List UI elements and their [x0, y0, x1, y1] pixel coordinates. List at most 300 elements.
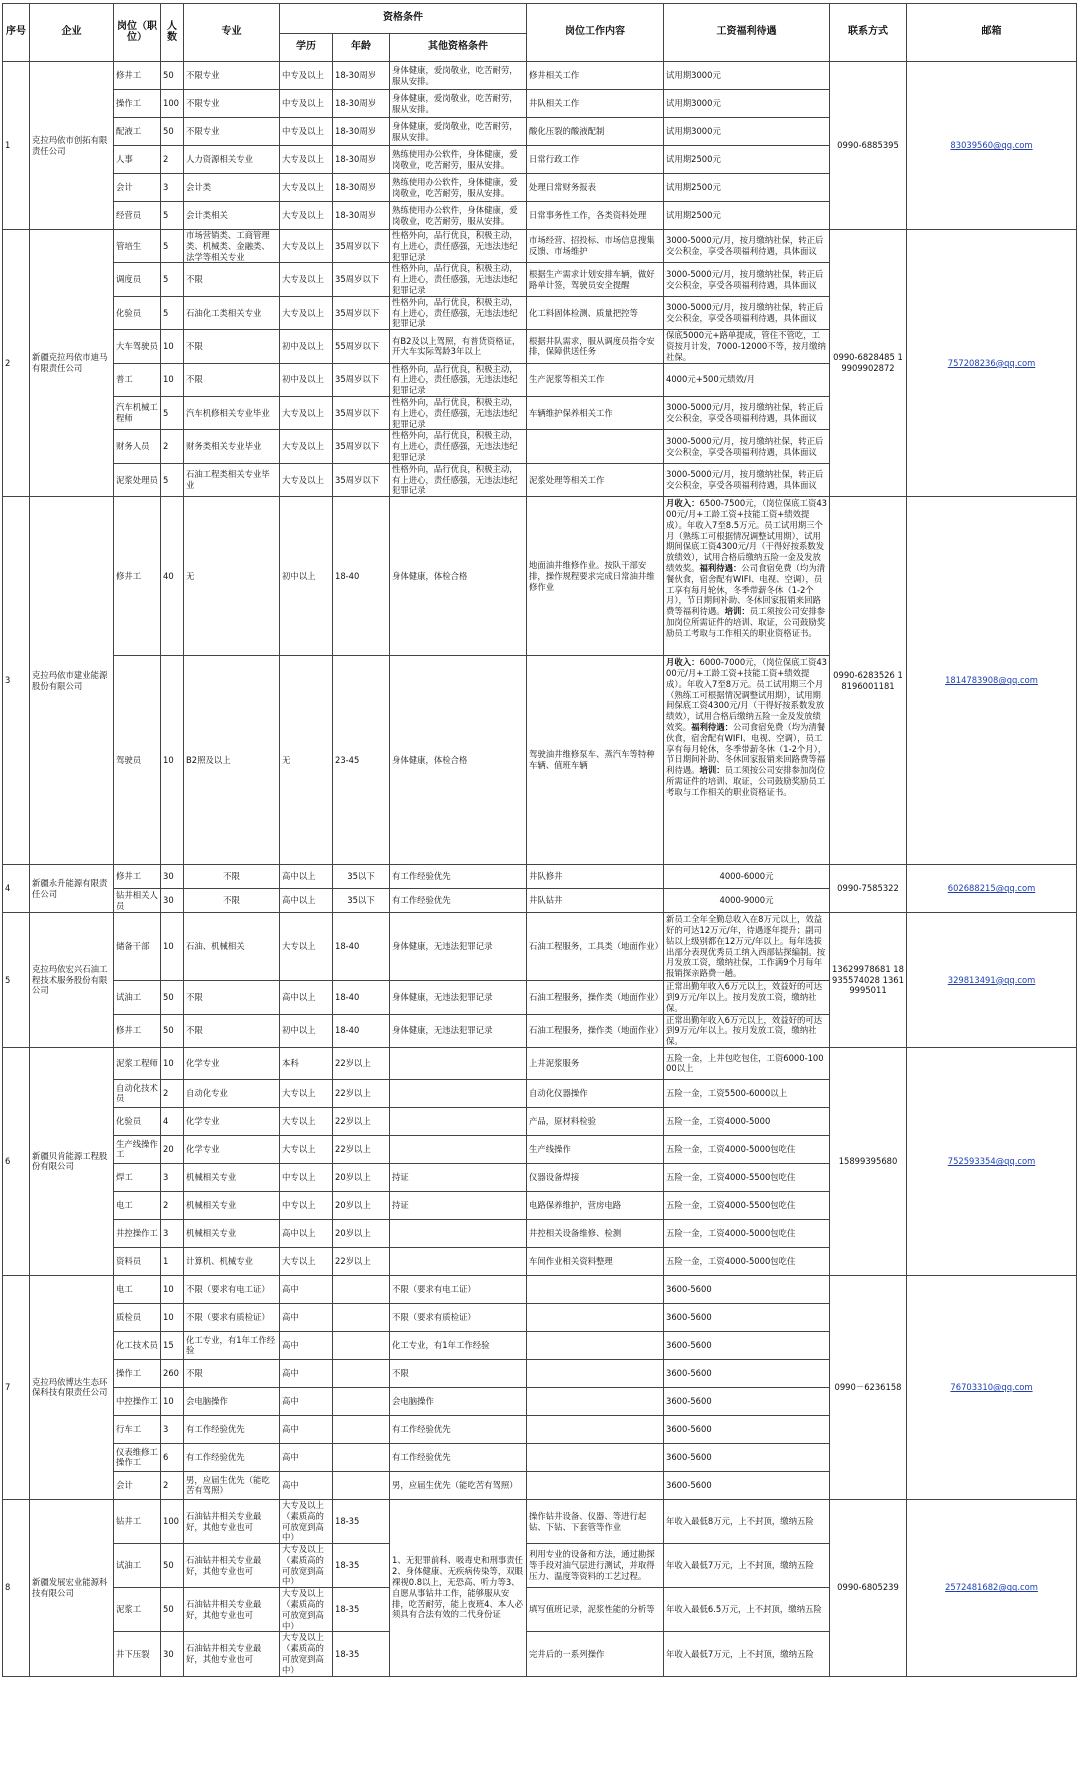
- position-name: 修井工: [114, 865, 161, 889]
- education: 高中: [280, 1415, 333, 1443]
- header-contact: 联系方式: [830, 4, 907, 62]
- headcount: 2: [161, 430, 184, 463]
- job-duty: 酸化压裂的酸液配制: [527, 118, 664, 146]
- education: 高中: [280, 1471, 333, 1499]
- position-name: 化工技术员: [114, 1331, 161, 1359]
- education: 高中以上: [280, 1219, 333, 1247]
- salary-benefits: 3000-5000元/月，按月缴纳社保，转正后交公积金，享受各项福利待遇，具体面议: [664, 463, 830, 496]
- education: 大专及以上: [280, 263, 333, 296]
- age: 18-30周岁: [333, 174, 390, 202]
- salary-benefits: 五险一金，工资4000-5000包吃住: [664, 1135, 830, 1163]
- major: 石油钻井相关专业最好，其他专业也可: [184, 1632, 280, 1676]
- age: 18-30周岁: [333, 202, 390, 230]
- position-name: 井控操作工: [114, 1219, 161, 1247]
- job-duty: 泥浆处理等相关工作: [527, 463, 664, 496]
- other-requirements: 性格外向，品行优良，积极主动，有上进心，责任感强，无违法违纪犯罪记录: [390, 296, 527, 329]
- other-requirements: 持证: [390, 1191, 527, 1219]
- headcount: 5: [161, 230, 184, 263]
- other-requirements: 不限（要求有电工证）: [390, 1275, 527, 1303]
- row-number: 5: [3, 913, 30, 1048]
- headcount: 50: [161, 118, 184, 146]
- job-duty: 仪器设备焊接: [527, 1163, 664, 1191]
- position-name: 会计: [114, 174, 161, 202]
- other-requirements: [390, 1047, 527, 1079]
- age: 18-30周岁: [333, 146, 390, 174]
- contact-phone: 0990-6885395: [830, 62, 907, 230]
- position-name: 大车驾驶员: [114, 330, 161, 363]
- age: [333, 1331, 390, 1359]
- other-requirements: 身体健康，体检合格: [390, 497, 527, 656]
- major: 石油钻井相关专业最好，其他专业也可: [184, 1499, 280, 1543]
- age: 35周岁以下: [333, 430, 390, 463]
- salary-benefits: 五险一金，工资4000-5000包吃住: [664, 1247, 830, 1275]
- salary-benefits: 五险一金，工资4000-5500包吃住: [664, 1163, 830, 1191]
- job-duty: [527, 1387, 664, 1415]
- job-duty: 产品，原材料检验: [527, 1107, 664, 1135]
- age: 18-35: [333, 1632, 390, 1676]
- headcount: 10: [161, 1303, 184, 1331]
- education: 高中: [280, 1359, 333, 1387]
- position-name: 泥浆工程师: [114, 1047, 161, 1079]
- row-number: 6: [3, 1047, 30, 1275]
- header-age: 年龄: [333, 34, 390, 62]
- other-requirements: 会电脑操作: [390, 1387, 527, 1415]
- major: 不限专业: [184, 118, 280, 146]
- education: 大专以上: [280, 1079, 333, 1107]
- salary-text: 员工须按公司安排参加岗位所需证件的培训、取证，公司鼓励奖励员工考取与工作相关的职业资格证书。: [666, 606, 826, 638]
- position-name: 储备干部: [114, 913, 161, 981]
- other-requirements: [390, 1107, 527, 1135]
- education: 大专及以上: [280, 174, 333, 202]
- header-qualification: 资格条件: [280, 4, 527, 34]
- salary-benefits: 3600-5600: [664, 1471, 830, 1499]
- other-requirements: 有B2及以上驾照，有普货资格证，开大车实际驾龄3年以上: [390, 330, 527, 363]
- education: 初中及以上: [280, 363, 333, 396]
- salary-heading: 月收入：: [666, 657, 700, 668]
- headcount: 10: [161, 656, 184, 865]
- email-link[interactable]: 1814783908@qq.com: [907, 497, 1077, 865]
- salary-benefits: 年收入最低8万元，上不封顶，缴纳五险: [664, 1499, 830, 1543]
- salary-benefits: 4000-6000元: [664, 865, 830, 889]
- education: 高中以上: [280, 889, 333, 913]
- headcount: 3: [161, 1163, 184, 1191]
- salary-benefits: 3600-5600: [664, 1331, 830, 1359]
- job-duty: [527, 430, 664, 463]
- row-number: 1: [3, 62, 30, 230]
- salary-benefits: 试用期2500元: [664, 174, 830, 202]
- headcount: 5: [161, 296, 184, 329]
- age: [333, 1387, 390, 1415]
- company-name: 新疆永升能源有限责任公司: [30, 865, 114, 913]
- job-duty: 修井相关工作: [527, 62, 664, 90]
- education: 高中: [280, 1387, 333, 1415]
- education: 大专及以上: [280, 230, 333, 263]
- education: 高中: [280, 1331, 333, 1359]
- headcount: 5: [161, 202, 184, 230]
- headcount: 10: [161, 330, 184, 363]
- age: 20岁以上: [333, 1163, 390, 1191]
- table-row: [3, 497, 1077, 656]
- major: 化工专业，有1年工作经验: [184, 1331, 280, 1359]
- position-name: 化验员: [114, 1107, 161, 1135]
- email-link[interactable]: 329813491@qq.com: [907, 913, 1077, 1048]
- company-name: 克拉玛依市创拓有限责任公司: [30, 62, 114, 230]
- age: 35周岁以下: [333, 263, 390, 296]
- other-requirements: 身体健康，爱岗敬业，吃苦耐劳，服从安排。: [390, 90, 527, 118]
- position-name: 操作工: [114, 90, 161, 118]
- header-education: 学历: [280, 34, 333, 62]
- headcount: 15: [161, 1331, 184, 1359]
- job-duty: 处理日常财务报表: [527, 174, 664, 202]
- headcount: 3: [161, 1415, 184, 1443]
- education: 大专及以上（素质高的可放宽到高中）: [280, 1499, 333, 1543]
- age: 22岁以上: [333, 1079, 390, 1107]
- table-body: [3, 62, 1077, 1677]
- education: 中专以上: [280, 1191, 333, 1219]
- position-name: 普工: [114, 363, 161, 396]
- age: 22岁以上: [333, 1047, 390, 1079]
- company-name: 克拉玛依博达生态环保科技有限责任公司: [30, 1275, 114, 1499]
- job-duty: 车间作业相关资料整理: [527, 1247, 664, 1275]
- other-requirements: 有工作经验优先: [390, 865, 527, 889]
- salary-benefits: 3000-5000元/月，按月缴纳社保，转正后交公积金，享受各项福利待遇，具体面议: [664, 263, 830, 296]
- other-requirements: [390, 1135, 527, 1163]
- age: 35周岁以下: [333, 296, 390, 329]
- job-duty: 井队相关工作: [527, 90, 664, 118]
- major: 化学专业: [184, 1107, 280, 1135]
- salary-benefits: 4000元+500元绩效/月: [664, 363, 830, 396]
- job-duty: 石油工程服务，操作类（地面作业）: [527, 981, 664, 1014]
- other-requirements: [390, 1219, 527, 1247]
- education: 大专及以上: [280, 463, 333, 496]
- other-requirements: 性格外向，品行优良，积极主动，有上进心，责任感强，无违法违纪犯罪记录: [390, 363, 527, 396]
- education: 大专以上: [280, 913, 333, 981]
- contact-phone: 15899395680: [830, 1047, 907, 1275]
- job-duty: 生产线操作: [527, 1135, 664, 1163]
- education: 大专及以上（素质高的可放宽到高中）: [280, 1588, 333, 1632]
- age: [333, 1303, 390, 1331]
- salary-benefits: 3000-5000元/月，按月缴纳社保，转正后交公积金，享受各项福利待遇，具体面议: [664, 296, 830, 329]
- other-requirements: 身体健康，爱岗敬业，吃苦耐劳，服从安排。: [390, 118, 527, 146]
- education: 大专以上: [280, 1135, 333, 1163]
- salary-heading: 福利待遇：: [691, 721, 733, 732]
- position-name: 焊工: [114, 1163, 161, 1191]
- salary-benefits: 试用期2500元: [664, 146, 830, 174]
- salary-benefits: 年收入最低7万元，上不封顶，缴纳五险: [664, 1632, 830, 1676]
- other-requirements: [390, 1247, 527, 1275]
- headcount: 10: [161, 1275, 184, 1303]
- job-duty: 日常事务性工作，各类资料处理: [527, 202, 664, 230]
- position-name: 经营员: [114, 202, 161, 230]
- position-name: 会计: [114, 1471, 161, 1499]
- major: 汽车机修相关专业毕业: [184, 396, 280, 429]
- education: 初中以上: [280, 1014, 333, 1047]
- headcount: 100: [161, 1499, 184, 1543]
- position-name: 仪表维修工操作工: [114, 1443, 161, 1471]
- education: 高中: [280, 1275, 333, 1303]
- position-name: 化验员: [114, 296, 161, 329]
- other-requirements: 身体健康，爱岗敬业，吃苦耐劳，服从安排。: [390, 62, 527, 90]
- headcount: 5: [161, 396, 184, 429]
- age: 18-40: [333, 913, 390, 981]
- other-requirements: 化工专业，有1年工作经验: [390, 1331, 527, 1359]
- salary-benefits: 五险一金，工资4000-5500包吃住: [664, 1191, 830, 1219]
- headcount: 100: [161, 90, 184, 118]
- other-requirements: 性格外向，品行优良，积极主动，有上进心，责任感强，无违法违纪犯罪记录: [390, 463, 527, 496]
- major: 不限（要求有质检证）: [184, 1303, 280, 1331]
- age: [333, 1415, 390, 1443]
- row-number: 8: [3, 1499, 30, 1676]
- major: 人力资源相关专业: [184, 146, 280, 174]
- headcount: 50: [161, 1588, 184, 1632]
- company-name: 克拉玛依宏兴石油工程技术服务股份有限公司: [30, 913, 114, 1048]
- job-duty: 化工料固体检测、质量把控等: [527, 296, 664, 329]
- major: 自动化专业: [184, 1079, 280, 1107]
- position-name: 中控操作工: [114, 1387, 161, 1415]
- salary-benefits: 五险一金，工资4000-5000: [664, 1107, 830, 1135]
- major: 不限: [184, 363, 280, 396]
- major: 不限: [184, 1359, 280, 1387]
- table-row: [3, 62, 1077, 90]
- position-name: 驾驶员: [114, 656, 161, 865]
- salary-text: 公司食宿免费（均为清餐伙食，宿舍配有WIFI、电视、空调），员工享有每月轮休，冬季带薪冬休（1-2个月），节日期间补助、冬休回家报销来回路费等福利待遇。: [666, 562, 826, 617]
- other-requirements: 性格外向，品行优良，积极主动，有上进心，责任感强，无违法违纪犯罪记录: [390, 263, 527, 296]
- other-requirements: 身体健康，无违法犯罪记录: [390, 913, 527, 981]
- headcount: 5: [161, 263, 184, 296]
- education: 大专以上: [280, 1247, 333, 1275]
- salary-benefits: 3600-5600: [664, 1275, 830, 1303]
- major: 市场营销类、工商管理类、机械类、金融类、法学等相关专业: [184, 230, 280, 263]
- age: 55周岁以下: [333, 330, 390, 363]
- headcount: 3: [161, 1219, 184, 1247]
- contact-phone: 0990-7585322: [830, 865, 907, 913]
- headcount: 10: [161, 363, 184, 396]
- salary-benefits: 3600-5600: [664, 1443, 830, 1471]
- salary-text: 公司食宿免费（均为清餐伙食，宿舍配有WIFI、电视、空调），员工享有每月轮休，冬季带薪冬休（1-2个月），节日期间补助、冬休回家报销来回路费等福利待遇。: [666, 721, 827, 776]
- email-link[interactable]: 752593354@qq.com: [907, 1047, 1077, 1275]
- job-duty: 上井泥浆服务: [527, 1047, 664, 1079]
- job-duty: 日常行政工作: [527, 146, 664, 174]
- other-requirements: 有工作经验优先: [390, 1443, 527, 1471]
- company-name: 新疆贝肯能源工程股份有限公司: [30, 1047, 114, 1275]
- other-requirements: 持证: [390, 1163, 527, 1191]
- major: 不限: [184, 865, 280, 889]
- contact-phone: 13629978681 18935574028 13619995011: [830, 913, 907, 1048]
- age: 18-35: [333, 1544, 390, 1588]
- salary-text: 6000-7000元，（岗位保底工资4300元/月+工龄工资+技能工资+绩效提成）。年收入7至8万元。员工试用期三个月（熟练工可根据情况调整试用期），试用期间保底工资4300元/月（干得好按系数发放绩效），试用合格后缴纳五险一金及发放绩效奖。: [666, 657, 827, 732]
- age: [333, 1275, 390, 1303]
- row-number: 3: [3, 497, 30, 865]
- position-name: 财务人员: [114, 430, 161, 463]
- salary-text: 员工须按公司安排参加岗位所需证件的培训、取证，公司鼓励奖励员工考取与工作相关的职业资格证书。: [666, 765, 826, 797]
- position-name: 钻井相关人员: [114, 889, 161, 913]
- job-duty: 利用专业的设备和方法，通过勘探等手段对油气层进行测试，并取得压力、温度等资料的工艺过程。: [527, 1544, 664, 1588]
- other-requirements: 性格外向，品行优良，积极主动，有上进心，责任感强，无违法违纪犯罪记录: [390, 430, 527, 463]
- position-name: 行车工: [114, 1415, 161, 1443]
- salary-benefits: 五险一金，上井包吃包住，工资6000-10000以上: [664, 1047, 830, 1079]
- job-duty: 操作钻井设备、仪器、等进行起钻、下钻、下套管等作业: [527, 1499, 664, 1543]
- salary-benefits: 五险一金，工资5500-6000以上: [664, 1079, 830, 1107]
- position-name: 调度员: [114, 263, 161, 296]
- position-name: 试油工: [114, 1544, 161, 1588]
- headcount: 30: [161, 1632, 184, 1676]
- salary-benefits: 试用期3000元: [664, 90, 830, 118]
- salary-benefits: 3600-5600: [664, 1415, 830, 1443]
- job-duty: 井控相关设备维修、检测: [527, 1219, 664, 1247]
- headcount: 5: [161, 463, 184, 496]
- job-duty: 根据井队需求，服从调度员指令安排，保障供送任务: [527, 330, 664, 363]
- row-number: 7: [3, 1275, 30, 1499]
- salary-text: 6500-7500元，（岗位保底工资4300元/月+工龄工资+技能工资+绩效提成）。年收入7至8.5万元。员工试用期三个月（熟练工可根据情况调整试用期），试用期间保底工资4300元/月（干得好按系数发放绩效），试用合格后缴纳五险一金及发放绩效奖。: [666, 498, 827, 573]
- education: 中专及以上: [280, 90, 333, 118]
- major: 石油、机械相关: [184, 913, 280, 981]
- education: 高中以上: [280, 865, 333, 889]
- education: 大专及以上: [280, 430, 333, 463]
- header-duty: 岗位工作内容: [527, 4, 664, 62]
- salary-benefits: 五险一金，工资4000-5000包吃住: [664, 1219, 830, 1247]
- header-other: 其他资格条件: [390, 34, 527, 62]
- age: 18-40: [333, 497, 390, 656]
- salary-benefits: [664, 656, 830, 865]
- headcount: 260: [161, 1359, 184, 1387]
- age: 35周岁以下: [333, 363, 390, 396]
- header-position: 岗位（职位）: [114, 4, 161, 62]
- other-requirements: 熟练使用办公软件，身体健康，爱岗敬业，吃苦耐劳，服从安排。: [390, 146, 527, 174]
- table-row: [3, 1275, 1077, 1303]
- position-name: 质检员: [114, 1303, 161, 1331]
- header-major: 专业: [184, 4, 280, 62]
- major: 男，应届生优先（能吃苦有驾照）: [184, 1471, 280, 1499]
- headcount: 2: [161, 1471, 184, 1499]
- header-company: 企业: [30, 4, 114, 62]
- header-salary: 工资福利待遇: [664, 4, 830, 62]
- salary-benefits: 试用期3000元: [664, 62, 830, 90]
- age: 20岁以上: [333, 1219, 390, 1247]
- age: 22岁以上: [333, 1247, 390, 1275]
- table-row: [3, 865, 1077, 889]
- position-name: 生产线操作工: [114, 1135, 161, 1163]
- salary-benefits: 3000-5000元/月，按月缴纳社保，转正后交公积金，享受各项福利待遇，具体面议: [664, 396, 830, 429]
- major: 有工作经验优先: [184, 1415, 280, 1443]
- age: 18-35: [333, 1588, 390, 1632]
- position-name: 井下压裂: [114, 1632, 161, 1676]
- other-requirements: 身体健康，无违法犯罪记录: [390, 981, 527, 1014]
- other-requirements: 有工作经验优先: [390, 1415, 527, 1443]
- major: 不限: [184, 330, 280, 363]
- salary-benefits: [664, 497, 830, 656]
- salary-heading: 培训：: [699, 765, 725, 776]
- age: [333, 1471, 390, 1499]
- other-requirements: 不限（要求有质检证）: [390, 1303, 527, 1331]
- job-duty: 驾驶油井维修泵车、蒸汽车等特种车辆、值班车辆: [527, 656, 664, 865]
- major: 会计类相关: [184, 202, 280, 230]
- position-name: 修井工: [114, 1014, 161, 1047]
- email-link[interactable]: 757208236@qq.com: [907, 230, 1077, 497]
- other-requirements: 1、无犯罪前科、吸毒史和刑事责任2、身体健康、无疾病传染等，双眼裸视0.8以上，无恐高、听力等3、自愿从事钻井工作，能够服从安排，吃苦耐劳，能上夜班4、本人必须具有合法有效的二代身份证: [390, 1499, 527, 1676]
- salary-heading: 月收入：: [666, 498, 700, 509]
- education: 大专及以上: [280, 146, 333, 174]
- company-name: 克拉玛依市建业能源股份有限公司: [30, 497, 114, 865]
- headcount: 30: [161, 865, 184, 889]
- major: 计算机、机械专业: [184, 1247, 280, 1275]
- position-name: 泥浆处理员: [114, 463, 161, 496]
- other-requirements: 身体健康，体检合格: [390, 656, 527, 865]
- other-requirements: 性格外向，品行优良，积极主动，有上进心，责任感强，无违法违纪犯罪记录: [390, 230, 527, 263]
- education: 初中及以上: [280, 330, 333, 363]
- email-link[interactable]: 2572481682@qq.com: [907, 1499, 1077, 1676]
- education: 本科: [280, 1047, 333, 1079]
- major: 石油工程类相关专业毕业: [184, 463, 280, 496]
- age: 35以下: [333, 889, 390, 913]
- education: 高中以上: [280, 981, 333, 1014]
- age: 35周岁以下: [333, 463, 390, 496]
- age: [333, 1443, 390, 1471]
- job-duty: 电路保养维护，营房电路: [527, 1191, 664, 1219]
- education: 大专及以上: [280, 202, 333, 230]
- major: 不限: [184, 1014, 280, 1047]
- contact-phone: 0990－6236158: [830, 1275, 907, 1499]
- salary-benefits: 新员工全年全勤总收入在8万元以上，效益好的可达12万元/年，待遇逐年提升；副司钻以上级别都在12万元/年以上。每年选拔出部分表现优秀员工纳入西部钻探编制。按月发放工资，缴纳社保，工作满9个月每年报销探亲路费一趟。: [664, 913, 830, 981]
- salary-benefits: 3600-5600: [664, 1387, 830, 1415]
- table-row: [3, 1499, 1077, 1543]
- row-number: 4: [3, 865, 30, 913]
- age: 20岁以上: [333, 1191, 390, 1219]
- salary-benefits: 3000-5000元/月，按月缴纳社保，转正后交公积金，享受各项福利待遇，具体面议: [664, 430, 830, 463]
- headcount: 6: [161, 1443, 184, 1471]
- position-name: 试油工: [114, 981, 161, 1014]
- job-duty: 自动化仪器操作: [527, 1079, 664, 1107]
- age: 35周岁以下: [333, 230, 390, 263]
- position-name: 操作工: [114, 1359, 161, 1387]
- age: 18-35: [333, 1499, 390, 1543]
- major: 不限: [184, 889, 280, 913]
- major: 化学专业: [184, 1135, 280, 1163]
- education: 大专以上: [280, 1107, 333, 1135]
- age: 18-30周岁: [333, 90, 390, 118]
- salary-benefits: 3600-5600: [664, 1303, 830, 1331]
- education: 无: [280, 656, 333, 865]
- job-duty: 生产泥浆等相关工作: [527, 363, 664, 396]
- major: 不限专业: [184, 62, 280, 90]
- major: 不限: [184, 263, 280, 296]
- headcount: 2: [161, 146, 184, 174]
- email-link[interactable]: 602688215@qq.com: [907, 865, 1077, 913]
- table-row: [3, 913, 1077, 981]
- major: 石油化工类相关专业: [184, 296, 280, 329]
- education: 大专及以上: [280, 396, 333, 429]
- job-duty: 井队钻井: [527, 889, 664, 913]
- email-link[interactable]: 83039560@qq.com: [907, 62, 1077, 230]
- job-duty: 石油工程服务，工具类（地面作业）: [527, 913, 664, 981]
- education: 中专及以上: [280, 62, 333, 90]
- headcount: 50: [161, 62, 184, 90]
- salary-benefits: 正常出勤年收入6万元以上，效益好的可达到9万元/年以上。按月发放工资，缴纳社保。: [664, 1014, 830, 1047]
- major: 会计类: [184, 174, 280, 202]
- position-name: 人事: [114, 146, 161, 174]
- major: 不限: [184, 981, 280, 1014]
- other-requirements: 男，应届生优先（能吃苦有驾照）: [390, 1471, 527, 1499]
- age: [333, 1359, 390, 1387]
- email-link[interactable]: 76703310@qq.com: [907, 1275, 1077, 1499]
- header-count: 人数: [161, 4, 184, 62]
- age: 18-40: [333, 1014, 390, 1047]
- other-requirements: 不限: [390, 1359, 527, 1387]
- headcount: 10: [161, 913, 184, 981]
- position-name: 自动化技术员: [114, 1079, 161, 1107]
- other-requirements: 熟练使用办公软件，身体健康，爱岗敬业，吃苦耐劳，服从安排。: [390, 174, 527, 202]
- major: 不限专业: [184, 90, 280, 118]
- job-table: [2, 3, 1077, 1677]
